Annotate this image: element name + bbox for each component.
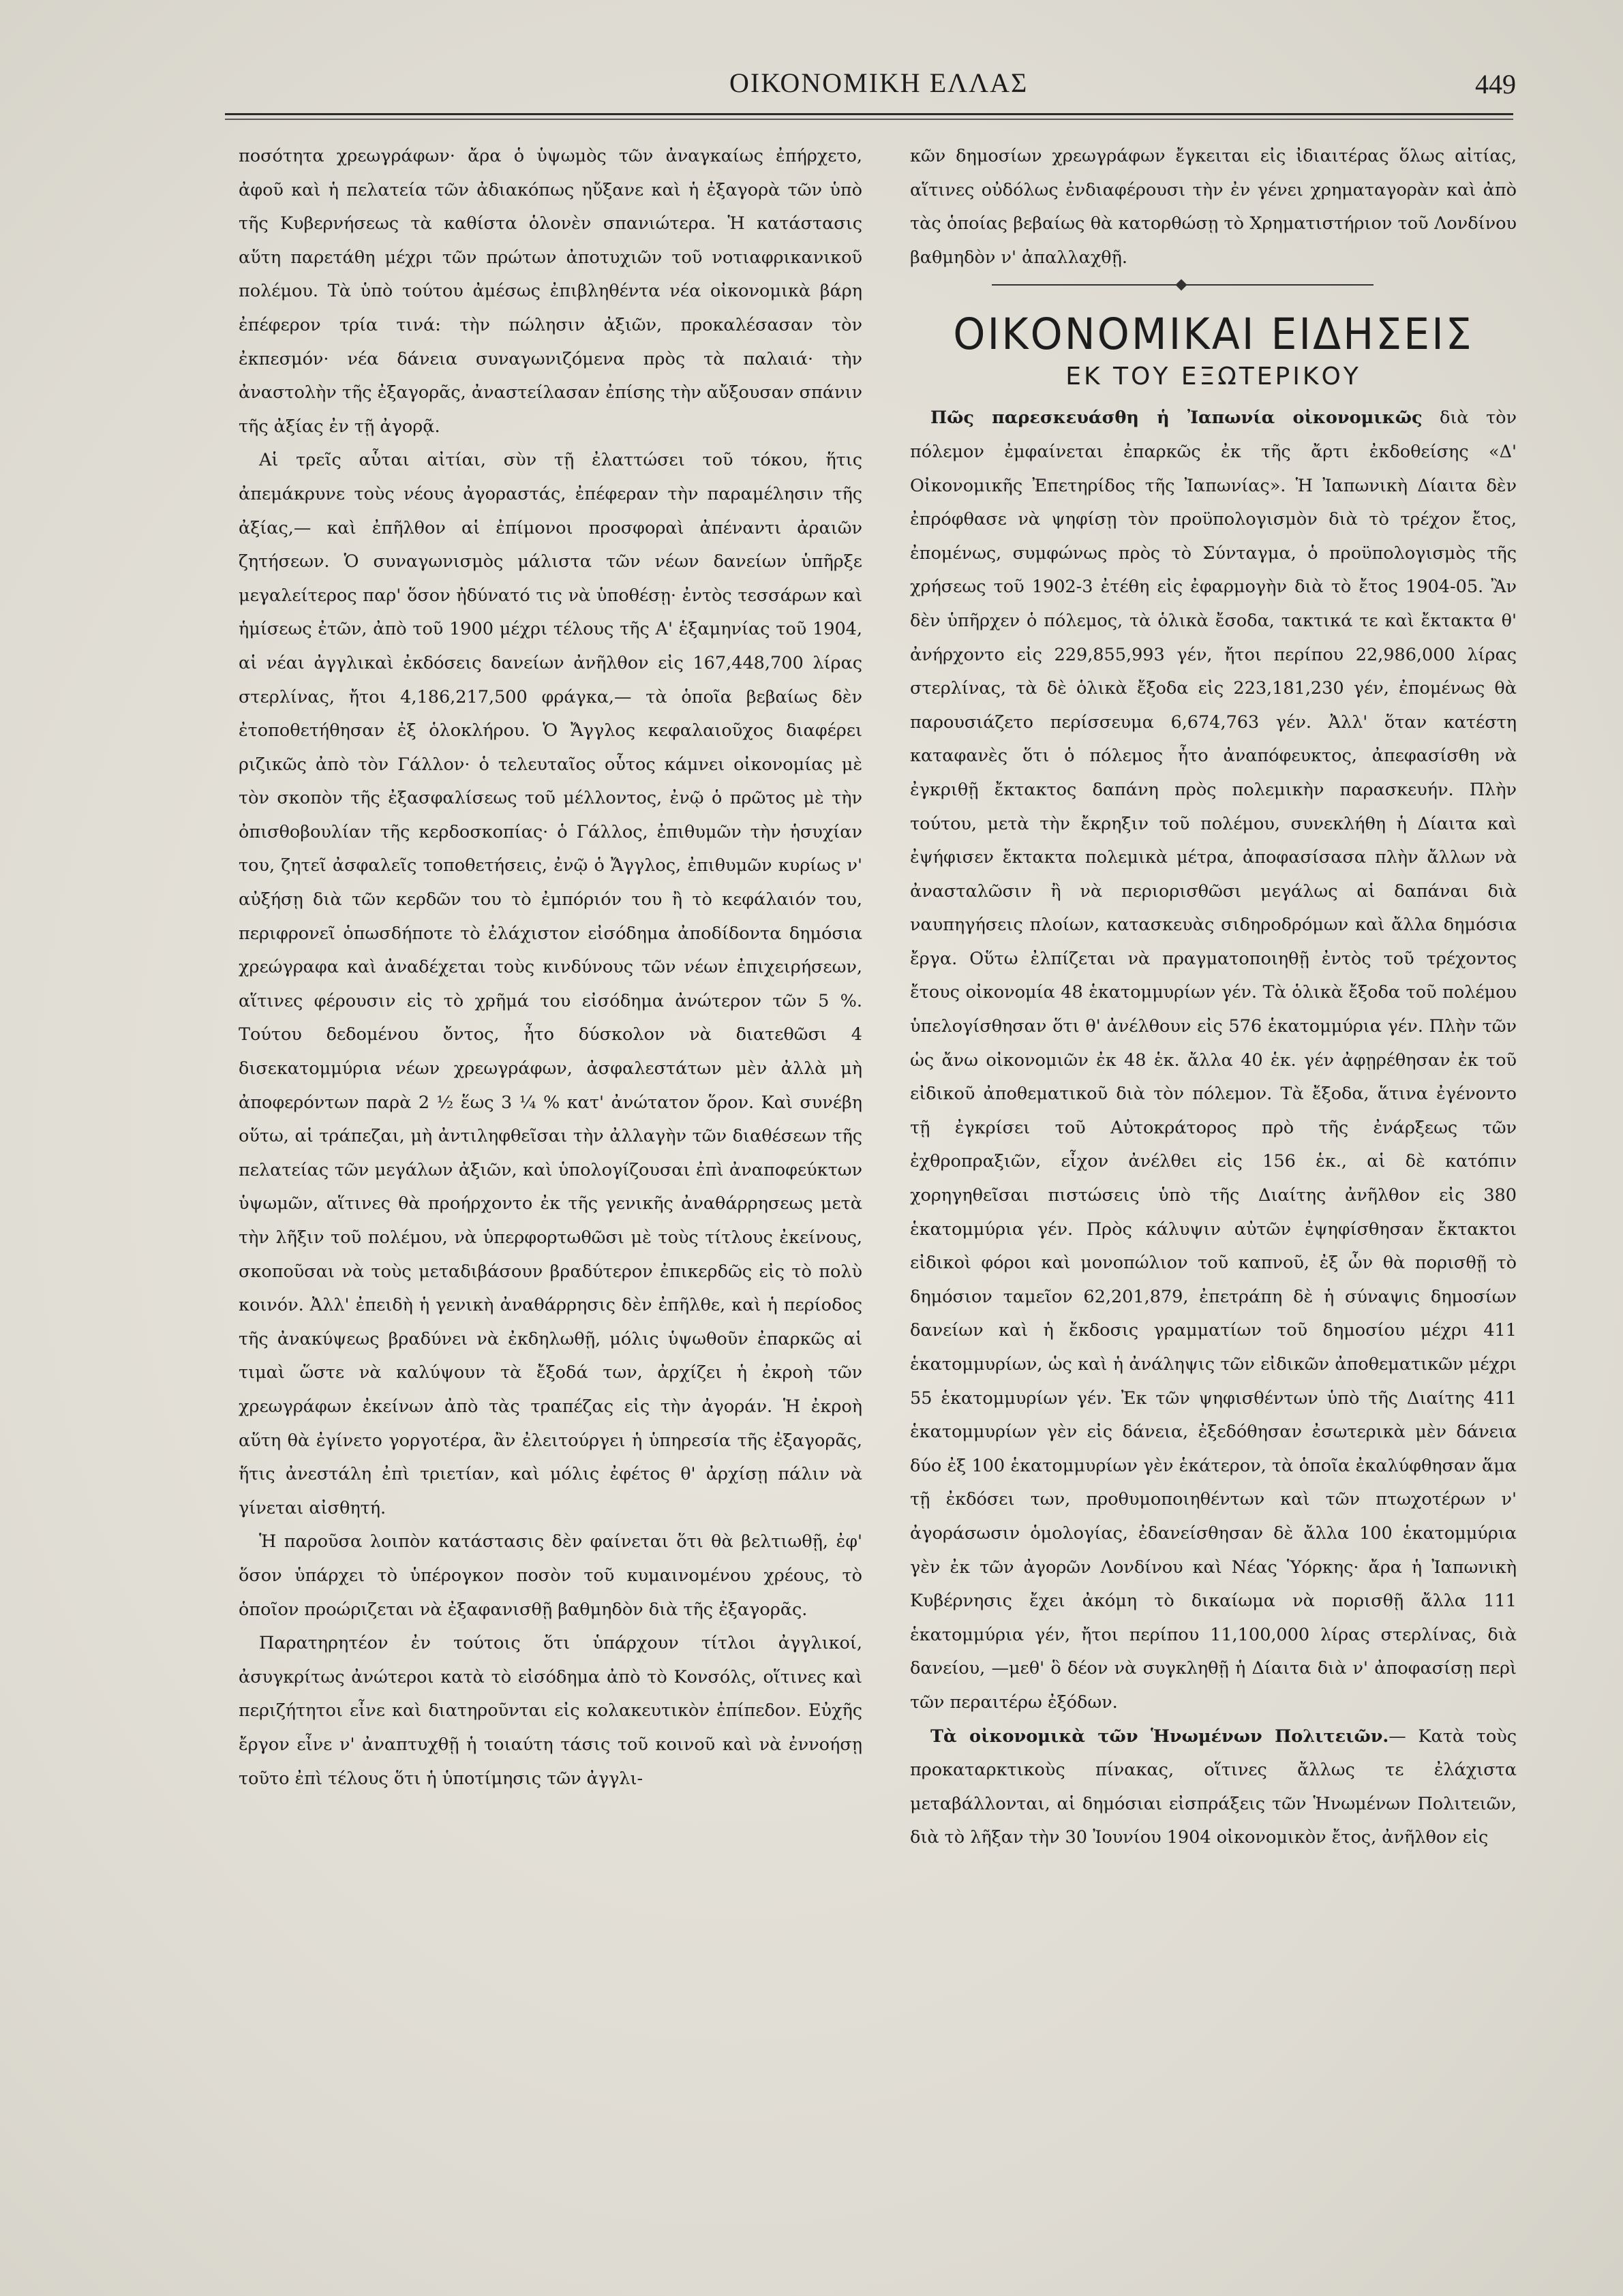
paragraph: Ἡ παροῦσα λοιπὸν κατάστασις δὲν φαίνεται ὅτι θὰ βελτιωθῇ, ἐφ' ὅσον ὑπάρχει τὸ ὑπέρογκον ποσὸν τοῦ κυμαινομένου χρέους, τὸ ὁποῖον προώριζεται νὰ ἐξαφανισθῇ βαθμηδὸν διὰ τῆς ἐξαγορᾶς. — [239, 1531, 862, 1620]
right-column — [910, 140, 1517, 2239]
divider-ornament — [1176, 279, 1187, 291]
article-text: διὰ τὸν πόλεμον ἐμφαίνεται ἐπαρκῶς ἐκ τῆς ἄρτι ἐκδοθείσης «Δ' Οἰκονομικῆς Ἐπετηρίδος τῆς Ἰαπωνίας». Ἡ Ἰαπωνικὴ Δίαιτα δὲν ἐπρόφθασε νὰ ψηφίσῃ τὸν προϋπολογισμὸν διὰ τὸ τρέχον ἔτος, ἐπομένως, συμφώνως πρὸς τὸ Σύνταγμα, ὁ προϋπολογισμὸς τῆς χρήσεως τοῦ 1902-3 ἐτέθη εἰς ἐφαρμογὴν διὰ τὸ ἔτος 1904-05. Ἂν δὲν ὑπῆρχεν ὁ πόλεμος, τὰ ὁλικὰ ἔσοδα, τακτικά τε καὶ ἔκτακτα θ' ἀνήρχοντο εἰς 229,855,993 γέν, ἤτοι περίπου 22,986,000 λίρας στερλίνας, τὰ δὲ ὁλικὰ ἔξοδα εἰς 223,181,230 γέν, ἐπομένως θὰ παρουσιάζετο περίσσευμα 6,674,763 γέν. Ἀλλ' ὅταν κατέστη καταφανὲς ὅτι ὁ πόλεμος ἦτο ἀναπόφευκτος, ἀπεφασίσθη νὰ ἐγκριθῇ ἔκτακτος δαπάνη πρὸς πολεμικὴν παρασκευήν. Πλὴν τούτου, μετὰ τὴν ἔκρηξιν τοῦ πολέμου, συνεκλήθη ἡ Δίαιτα καὶ ἐψήφισεν ἔκτακτα πολεμικὰ μέτρα, ἀποφασίσασα πλὴν ἄλλων νὰ ἀνασταλῶσιν ἢ νὰ περιορισθῶσι μεγάλως αἱ δαπάναι διὰ ναυπηγήσεις πλοίων, κατασκευὰς σιδηροδρόμων καὶ ἄλλα δημόσια ἔργα. Οὕτω ἐλπίζεται νὰ πραγματοποιηθῇ ἐντὸς τοῦ τρέχοντος ἔτους οἰκονομία 48 ἑκατομμυρίων γέν. Τὰ ὁλικὰ ἔξοδα τοῦ πολέμου ὑπελογίσθησαν ὅτι θ' ἀνέλθουν εἰς 576 ἑκατομμύρια γέν. Πλὴν τῶν ὡς ἄνω οἰκονομιῶν ἐκ 48 ἑκ. ἄλλα 40 ἑκ. γέν ἀφῃρέθησαν ἐκ τοῦ εἰδικοῦ ἀποθεματικοῦ διὰ τὸν πόλεμον. Τὰ ἔξοδα, ἅτινα ἐγένοντο τῇ ἐγκρίσει τοῦ Αὐτοκράτορος πρὸ τῆς ἐνάρξεως τῶν ἐχθροπραξιῶν, εἶχον ἀνέλθει εἰς 156 ἑκ., αἱ δὲ κατόπιν χορηγηθεῖσαι πιστώσεις ὑπὸ τῆς Διαίτης ἀνῆλθον εἰς 380 ἑκατομμύρια γέν. Πρὸς κάλυψιν αὐτῶν ἐψηφίσθησαν ἔκτακτοι εἰδικοὶ φόροι καὶ μονοπώλιον τοῦ καπνοῦ, ἐξ ὧν θὰ πορισθῇ τὸ δημόσιον ταμεῖον 62,201,879, ἐπετράπη δὲ ἡ σύναψις δημοσίων δανείων καὶ ἡ ἔκδοσις γραμματίων τοῦ δημοσίου μέχρι 411 ἑκατομμυρίων, ὡς καὶ ἡ ἀνάληψις τῶν εἰδικῶν ἀποθεματικῶν μέχρι 55 ἑκατομμυρίων γέν. Ἐκ τῶν ψηφισθέντων ὑπὸ τῆς Διαίτης 411 ἑκατομμυρίων γὲν εἰς δάνεια, ἐξεδόθησαν ἐσωτερικὰ μὲν δάνεια δύο ἐξ 100 ἑκατομμυρίων γὲν ἑκάτερον, τὰ ὁποῖα ἐκαλύφθησαν ἅμα τῇ ἐκδόσει των, προθυμοποιηθέντων καὶ τῶν πτωχοτέρων ν' ἀγοράσωσιν ὁμολογίας, ἐδανείσθησαν δὲ ἄλλα 100 ἑκατομμύρια γὲν ἐκ τῶν ἀγορῶν Λονδίνου καὶ Νέας Ὑόρκης· ἄρα ἡ Ἰαπωνικὴ Κυβέρνησις ἔχει ἀκόμη τὸ δικαίωμα νὰ πορισθῇ ἄλλα 111 ἑκατομμύρια γέν, ἤτοι περίπου 11,100,000 λίρας στερλίνας, διὰ δανείου, —μεθ' ὃ δέον νὰ συγκληθῇ ἡ Δίαιτα διὰ ν' ἀποφασίσῃ περὶ τῶν περαιτέρω ἐξόδων. — [910, 408, 1517, 1713]
paragraph: Αἱ τρεῖς αὗται αἰτίαι, σὺν τῇ ἐλαττώσει τοῦ τόκου, ἥτις ἀπεμάκρυνε τοὺς νέους ἀγοραστάς, ἐπέφεραν τὴν παραμέλησιν τῆς ἀξίας,— καὶ ἐπῆλθον αἱ ἐπίμονοι προσφοραὶ ἀπέναντι ἀραιῶν ζητήσεων. Ὁ συναγωνισμὸς μάλιστα τῶν νέων δανείων ὑπῆρξε μεγαλείτερος παρ' ὅσον ἠδύνατό τις νὰ ὑποθέσῃ· ἐντὸς τεσσάρων καὶ ἡμίσεως ἐτῶν, ἀπὸ τοῦ 1900 μέχρι τέλους τῆς Α' ἑξαμηνίας τοῦ 1904, αἱ νέαι ἀγγλικαὶ ἐκδόσεις δανείων ἀνῆλθον εἰς 167,448,700 λίρας στερλίνας, ἤτοι 4,186,217,500 φράγκα,— τὰ ὁποῖα βεβαίως δὲν ἐτοποθετήθησαν ἐξ ὁλοκλήρου. Ὁ Ἄγγλος κεφαλαιοῦχος διαφέρει ριζικῶς ἀπὸ τὸν Γάλλον· ὁ τελευταῖος οὗτος κάμνει οἰκονομίας μὲ τὸν σκοπὸν τῆς ἐξασφαλίσεως τοῦ μέλλοντος, ἐνῷ ὁ πρῶτος μὲ τὴν ὀπισθοβουλίαν τῆς κερδοσκοπίας· ὁ Γάλλος, ἐπιθυμῶν τὴν ἡσυχίαν του, ζητεῖ ἀσφαλεῖς τοποθετήσεις, ἐνῷ ὁ Ἄγγλος, ἐπιθυμῶν κυρίως ν' αὐξήσῃ διὰ τῶν κερδῶν του τὸ ἐμπόριόν του ἢ τὸ κεφάλαιόν του, περιφρονεῖ ὁπωσδήποτε τὸ ἐλάχιστον εἰσόδημα ἀποδίδοντα δημόσια χρεώγραφα καὶ ἀναδέχεται τοὺς κινδύνους τῶν νέων ἐπιχειρήσεων, αἵτινες φέρουσιν εἰς τὸ χρῆμά του εἰσόδημα ἀνώτερον τῶν 5 %. Τούτου δεδομένου ὄντος, ἦτο δύσκολον νὰ διατεθῶσι 4 δισεκατομμύρια νέων χρεωγράφων, ἀσφαλεστάτων μὲν ἀλλὰ μὴ ἀποφερόντων παρὰ 2 ½ ἕως 3 ¼ % κατ' ἀνώτατον ὅρον. Καὶ συνέβη οὕτω, αἱ τράπεζαι, μὴ ἀντιληφθεῖσαι τὴν ἀλλαγὴν τῶν διαθέσεων τῆς πελατείας τῶν μεγάλων ἀξιῶν, καὶ ὑπολογίζουσαι ἐπὶ ἀναποφεύκτων ὑψωμῶν, αἵτινες θὰ προήρχοντο ἐκ τῆς γενικῆς ἀναθάρρησεως μετὰ τὴν λῆξιν τοῦ πολέμου, νὰ ὑπερφορτωθῶσι μὲ τοὺς τίτλους ἐκείνους, σκοποῦσαι νὰ τοὺς μεταδιβάσουν βραδύτερον ἐπικερδῶς εἰς τὸ πολὺ κοινόν. Ἀλλ' ἐπειδὴ ἡ γενικὴ ἀναθάρρησις δὲν ἐπῆλθε, καὶ ἡ περίοδος τῆς ἀνακύψεως βραδύνει νὰ ἐκδηλωθῇ, μόλις ὑψωθοῦν ἐπαρκῶς αἱ τιμαὶ ὥστε νὰ καλύψουν τὰ ἔξοδά των, ἀρχίζει ἡ ἐκροὴ τῶν χρεωγράφων ἐκείνων ἀπὸ τὰς τραπέζας εἰς τὴν ἀγοράν. Ἡ ἐκροὴ αὕτη θὰ ἐγίνετο γοργοτέρα, ἂν ἐλειτούργει ἡ ὑπηρεσία τῆς ἐξαγορᾶς, ἥτις ἀνεστάλη ἐπὶ τριετίαν, καὶ μόλις ἐφέτος θ' ἀρχίσῃ πάλιν νὰ γίνεται αἰσθητή. — [239, 450, 862, 1518]
article-text: — Κατὰ τοὺς προκαταρκτικοὺς πίνακας, οἵτινες ἄλλως τε ἐλάχιστα μεταβάλλονται, αἱ δημόσιαι εἰσπράξεις τῶν Ἡνωμένων Πολιτειῶν, διὰ τὸ λῆξαν τὴν 30 Ἰουνίου 1904 οἰκονομικὸν ἔτος, ἀνῆλθον εἰς — [910, 1726, 1517, 1848]
running-title: ΟΙΚΟΝΟΜΙΚΗ ΕΛΛΑΣ — [729, 67, 1029, 98]
page-number: 449 — [1475, 69, 1516, 100]
paragraph: κῶν δημοσίων χρεωγράφων ἔγκειται εἰς ἰδιαιτέρας ὅλως αἰτίας, αἵτινες οὐδόλως ἐνδιαφέρουσι τὴν ἐν γένει χρηματαγορὰν καὶ ἀπὸ τὰς ὁποίας βεβαίως θὰ κατορθώσῃ τὸ Χρηματιστήριον τοῦ Λονδίνου βαθμηδὸν ν' ἀπαλλαχθῇ. — [910, 146, 1517, 268]
section-subtitle: ΕΚ ΤΟΥ ΕΞΩΤΕΡΙΚΟΥ — [1065, 363, 1361, 391]
article-paragraph — [910, 1720, 1517, 1855]
section-divider — [992, 284, 1374, 286]
article-paragraph — [910, 401, 1517, 1719]
paragraph: ποσότητα χρεωγράφων· ἄρα ὁ ὑψωμὸς τῶν ἀναγκαίως ἐπήρχετο, ἀφοῦ καὶ ἡ πελατεία τῶν ἀδιακόπως ηὔξανε καὶ ἡ ἐξαγορὰ τῶν ὑπὸ τῆς Κυβερνήσεως τὰ καθίστα ὁλονὲν σπανιώτερα. Ἡ κατάστασις αὕτη παρετάθη μέχρι τῶν πρώτων ἀποτυχιῶν τοῦ νοτιαφρικανικοῦ πολέμου. Τὰ ὑπὸ τούτου ἀμέσως ἐπιβληθέντα νέα οἰκονομικὰ βάρη ἐπέφερον τρία τινά: τὴν πώλησιν ἀξιῶν, προκαλέσασαν τὸν ἐκπεσμόν· νέα δάνεια συναγωνιζόμενα πρὸς τὰ παλαιά· τὴν ἀναστολὴν τῆς ἐξαγορᾶς, ἀναστείλασαν ἐπίσης τὴν αὔξουσαν σπάνιν τῆς ἀξίας ἐν τῇ ἀγορᾷ. — [239, 146, 862, 437]
page-header — [225, 63, 1520, 110]
paragraph: Παρατηρητέον ἐν τούτοις ὅτι ὑπάρχουν τίτλοι ἀγγλικοί, ἀσυγκρίτως ἀνώτεροι κατὰ τὸ εἰσόδημα ἀπὸ τὸ Κονσόλς, οἵτινες καὶ περιζήτητοι εἶνε καὶ διατηροῦνται εἰς κολακευτικὸν ἐπίπεδον. Εὐχῆς ἔργον εἶνε ν' ἀναπτυχθῇ ἡ τοιαύτη τάσις τοῦ κοινοῦ καὶ νὰ ἐννοήσῃ τοῦτο ἐπὶ τέλους ὅτι ἡ ὑποτίμησις τῶν ἀγγλι- — [239, 1633, 862, 1789]
left-column — [239, 140, 862, 2239]
header-rule-secondary — [225, 119, 1513, 120]
article-heading: Τὰ οἰκονομικὰ τῶν Ἡνωμένων Πολιτειῶν. — [930, 1726, 1389, 1747]
article-heading: Πῶς παρεσκευάσθη ἡ Ἰαπωνία οἰκονομικῶς — [930, 408, 1423, 429]
section-title: ΟΙΚΟΝΟΜΙΚΑΙ ΕΙΔΗΣΕΙΣ — [953, 309, 1474, 361]
header-rule — [225, 113, 1513, 115]
